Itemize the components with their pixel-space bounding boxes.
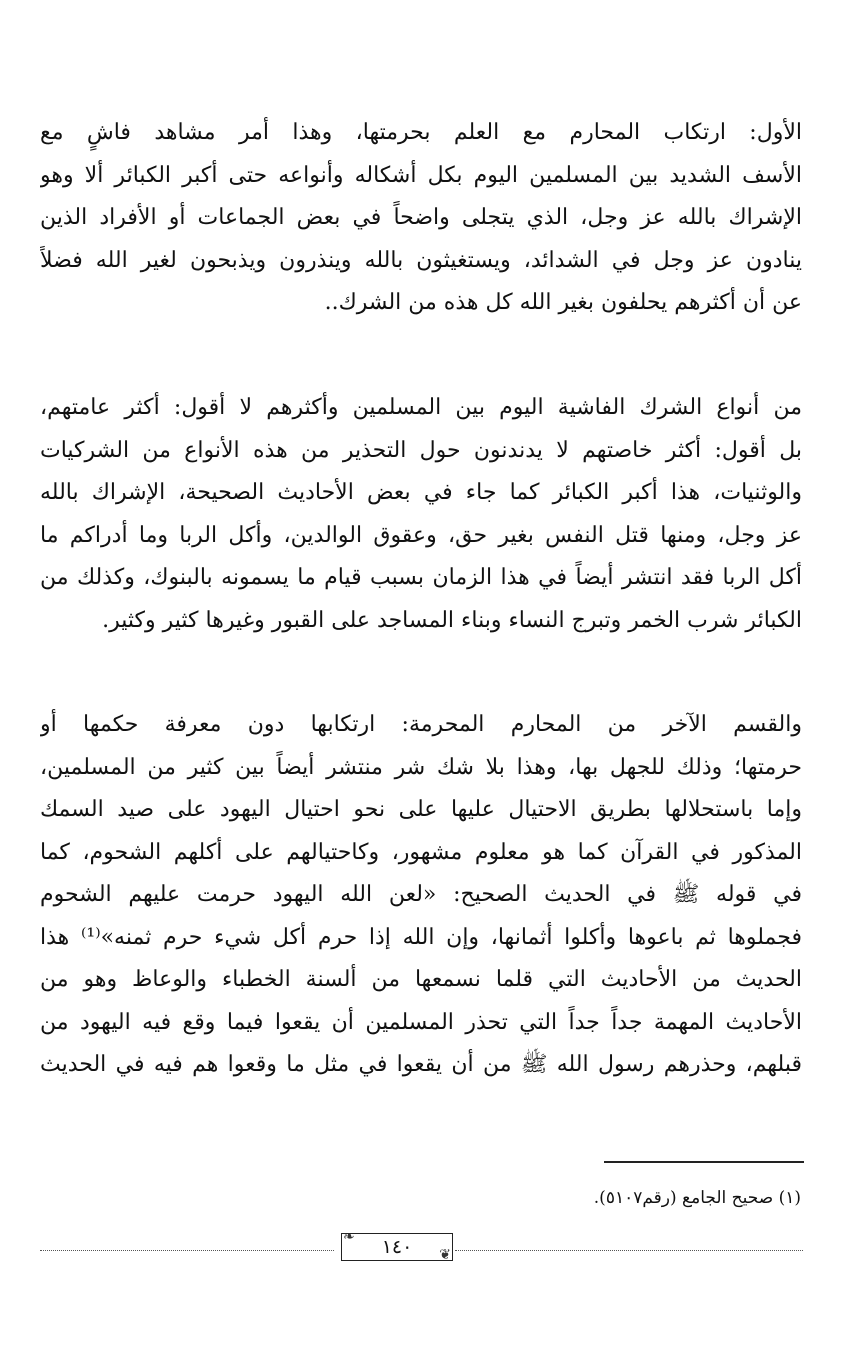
page-number: ١٤٠ (381, 1236, 413, 1258)
paragraph-1 (40, 112, 802, 325)
paragraph-line: والوثنيات، هذا أكبر الكبائر كما جاء في بعض الأحاديث الصحيحة، الإشراك بالله (40, 480, 802, 505)
paragraph-line: الأحاديث المهمة جداً جداً التي تحذر المسلمين أن يقعوا فيما وقع فيه اليهود من (40, 1009, 802, 1035)
paragraph-line: الأسف الشديد بين المسلمين اليوم بكل أشكاله وأنواعه حتى أكبر الكبائر ألا وهو (40, 162, 802, 188)
ornament-icon: ❧ (343, 1229, 355, 1245)
paragraph-3 (40, 704, 802, 1087)
paragraph-line: فجملوها ثم باعوها وأكلوا أثمانها، وإن الله إذا حرم أكل شيء حرم ثمنه»⁽¹⁾ هذا (40, 924, 802, 950)
footnote-divider (604, 1161, 804, 1163)
paragraph-line: قبلهم، وحذرهم رسول الله ﷺ من أن يقعوا في مثل ما وقعوا هم فيه في الحديث (40, 1052, 802, 1077)
paragraph-line: الأول: ارتكاب المحارم مع العلم بحرمتها، وهذا أمر مشاهد فاشٍ مع (40, 120, 802, 145)
paragraph-line: المذكور في القرآن كما هو معلوم مشهور، وكاحتيالهم على أكلهم الشحوم، كما (40, 839, 802, 865)
paragraph-line: الحديث من الأحاديث التي قلما نسمعها من ألسنة الخطباء والوعاظ وهو من (40, 967, 802, 992)
paragraph-line: بل أقول: أكثر خاصتهم لا يدندنون حول التحذير من هذه الأنواع من الشركيات (40, 437, 802, 463)
ornament-icon: ❦ (439, 1247, 451, 1263)
paragraph-line: في قوله ﷺ في الحديث الصحيح: «لعن الله اليهود حرمت عليهم الشحوم (40, 882, 802, 907)
page-number-frame (341, 1229, 453, 1265)
paragraph-line: وإما باستحلالها بطريق الاحتيال عليها على نحو احتيال اليهود على صيد السمك (40, 797, 802, 822)
paragraph-line: حرمتها؛ وذلك للجهل بها، وهذا بلا شك شر منتشر أيضاً بين كثير من المسلمين، (40, 754, 802, 780)
paragraph-2 (40, 387, 802, 642)
paragraph-line: الكبائر شرب الخمر وتبرج النساء وبناء المساجد على القبور وغيرها كثير وكثير. (102, 607, 802, 633)
paragraph-line: ينادون عز وجل في الشدائد، ويستغيثون بالله وينذرون ويذبحون لغير الله فضلاً (40, 247, 802, 273)
paragraph-line: والقسم الآخر من المحارم المحرمة: ارتكابها دون معرفة حكمها أو (40, 712, 802, 737)
paragraph-line: عن أن أكثرهم يحلفون بغير الله كل هذه من الشرك.. (324, 290, 802, 315)
footer-dotted-line-right (455, 1250, 803, 1251)
footer-dotted-line-left (40, 1250, 334, 1251)
paragraph-line: الإشراك بالله عز وجل، الذي يتجلى واضحاً في بعض الجماعات أو الأفراد الذين (40, 205, 802, 230)
footnote: (١) صحيح الجامع (رقم٥١٠٧). (593, 1188, 801, 1208)
paragraph-line: عز وجل، ومنها قتل النفس بغير حق، وعقوق الوالدين، وأكل الربا وما أدراكم ما (40, 522, 802, 548)
paragraph-line: من أنواع الشرك الفاشية اليوم بين المسلمين وأكثرهم لا أقول: أكثر عامتهم، (40, 395, 802, 420)
paragraph-line: أكل الربا فقد انتشر أيضاً في هذا الزمان بسبب قيام ما يسمونه بالبنوك، وكذلك من (40, 565, 802, 590)
